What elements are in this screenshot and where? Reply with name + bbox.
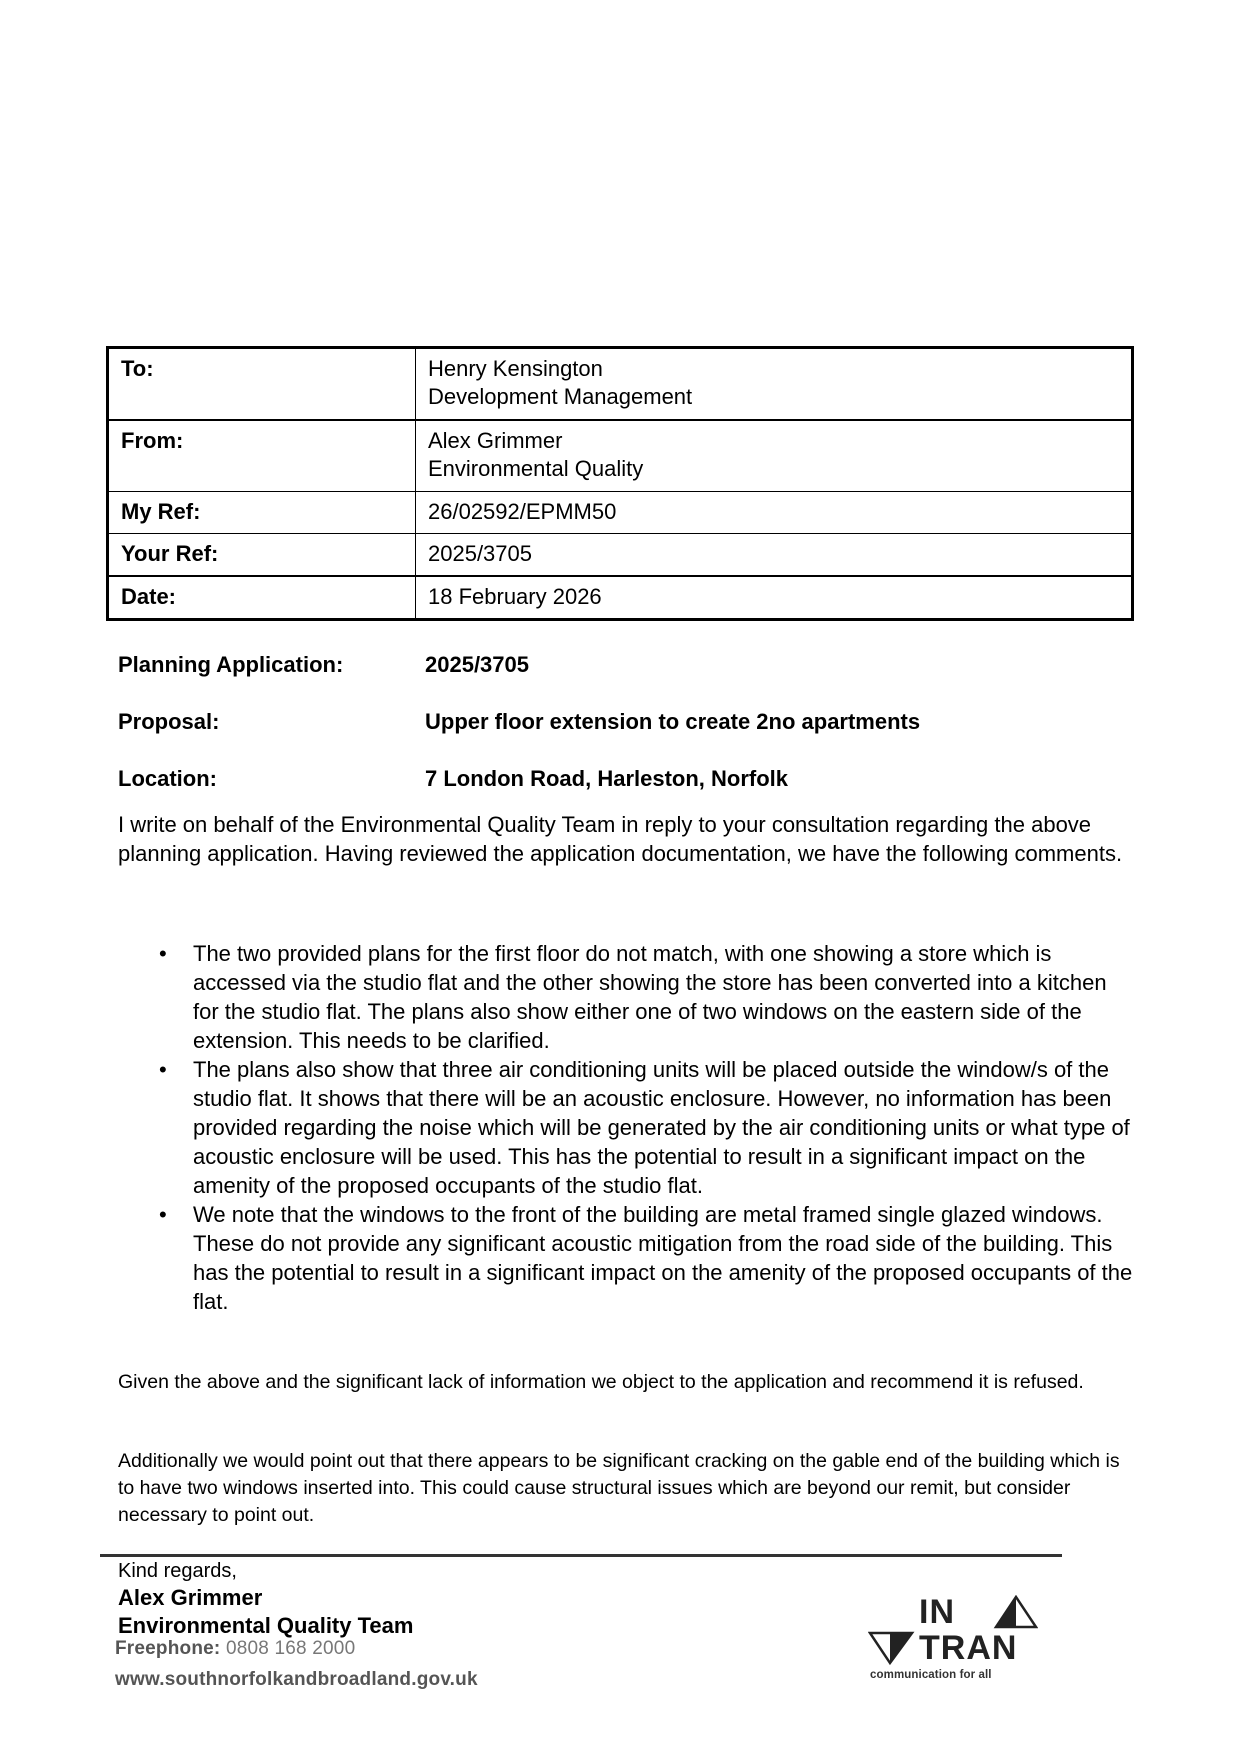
signatory-name: Alex Grimmer — [118, 1585, 263, 1610]
from-name: Alex Grimmer — [428, 428, 563, 453]
from-value — [416, 420, 1133, 492]
comment-text: We note that the windows to the front of the building are metal framed single glazed windows. These do not provide any significant acoustic mitigation from the road side of the building. This has the potential to result in a significant impact on the amenity of the proposed occupants of the flat. — [193, 1202, 1133, 1314]
signature-divider — [100, 1554, 1062, 1557]
planning-application-label: Planning Application: — [118, 652, 344, 677]
intro-paragraph: I write on behalf of the Environmental Quality Team in reply to your consultation regarding the above planning application. Having reviewed the application documentation, we have the following comments. — [118, 812, 1123, 866]
signatory-team: Environmental Quality Team — [118, 1613, 414, 1638]
table-row-from — [108, 420, 1133, 492]
conclusion-paragraph: Given the above and the significant lack of information we object to the application and recommend it is refused. — [118, 1371, 1084, 1393]
my-ref-value: 26/02592/EPMM50 — [416, 492, 1133, 534]
to-name: Henry Kensington — [428, 356, 603, 381]
from-department: Environmental Quality — [428, 456, 644, 481]
location-label: Location: — [118, 766, 217, 791]
proposal-value: Upper floor extension to create 2no apartments — [425, 709, 921, 734]
freephone-label: Freephone: — [115, 1638, 221, 1659]
planning-application-value: 2025/3705 — [425, 652, 529, 677]
table-row-date — [108, 576, 1133, 620]
comment-item — [118, 1200, 1138, 1316]
freephone-number: 0808 168 2000 — [225, 1638, 356, 1659]
intran-logo — [868, 1595, 1038, 1685]
from-label: From: — [108, 420, 416, 492]
logo-text-tran: TRAN — [919, 1629, 1018, 1667]
location-value: 7 London Road, Harleston, Norfolk — [425, 766, 789, 791]
proposal-label: Proposal: — [118, 709, 220, 734]
logo-tagline: communication for all — [870, 1669, 992, 1681]
to-label: To: — [108, 348, 416, 421]
freephone-line — [115, 1638, 355, 1660]
to-department: Development Management — [428, 384, 693, 409]
date-value: 18 February 2026 — [416, 576, 1133, 620]
comment-text: The two provided plans for the first floor do not match, with one showing a store which is accessed via the studio flat and the other showing the store has been converted into a kitchen for the studio flat. The plans also show either one of two windows on the eastern side of the extension. This needs to be clarified. — [193, 941, 1107, 1053]
to-value — [416, 348, 1133, 421]
your-ref-value: 2025/3705 — [416, 534, 1133, 577]
website-link[interactable]: www.southnorfolkandbroadland.gov.uk — [115, 1669, 478, 1690]
date-label: Date: — [108, 576, 416, 620]
comment-text: The plans also show that three air conditioning units will be placed outside the window/s of the studio flat. It shows that there will be an acoustic enclosure. However, no information has been provided regarding the noise which will be generated by the air conditioning units or what type of acoustic enclosure will be used. This has the potential to result in a significant impact on the amenity of the proposed occupants of the studio flat. — [193, 1057, 1130, 1198]
comment-item — [118, 939, 1138, 1055]
table-row-your-ref — [108, 534, 1133, 577]
bullet-icon: • — [159, 941, 167, 966]
comments-list — [118, 939, 1138, 1316]
table-row-to — [108, 348, 1133, 421]
your-ref-label: Your Ref: — [108, 534, 416, 577]
logo-text-in: IN — [919, 1593, 955, 1631]
comment-item — [118, 1055, 1138, 1200]
memo-header-table — [106, 346, 1134, 621]
bullet-icon: • — [159, 1202, 167, 1227]
additional-note-paragraph: Additionally we would point out that there appears to be significant cracking on the gable end of the building which is to have two windows inserted into. This could cause structural issues which are beyond our remit, but consider necessary to point out. — [118, 1450, 1120, 1526]
bullet-icon: • — [159, 1057, 167, 1082]
my-ref-label: My Ref: — [108, 492, 416, 534]
signature-block — [118, 1558, 413, 1640]
closing-text: Kind regards, — [118, 1560, 237, 1582]
table-row-my-ref — [108, 492, 1133, 534]
